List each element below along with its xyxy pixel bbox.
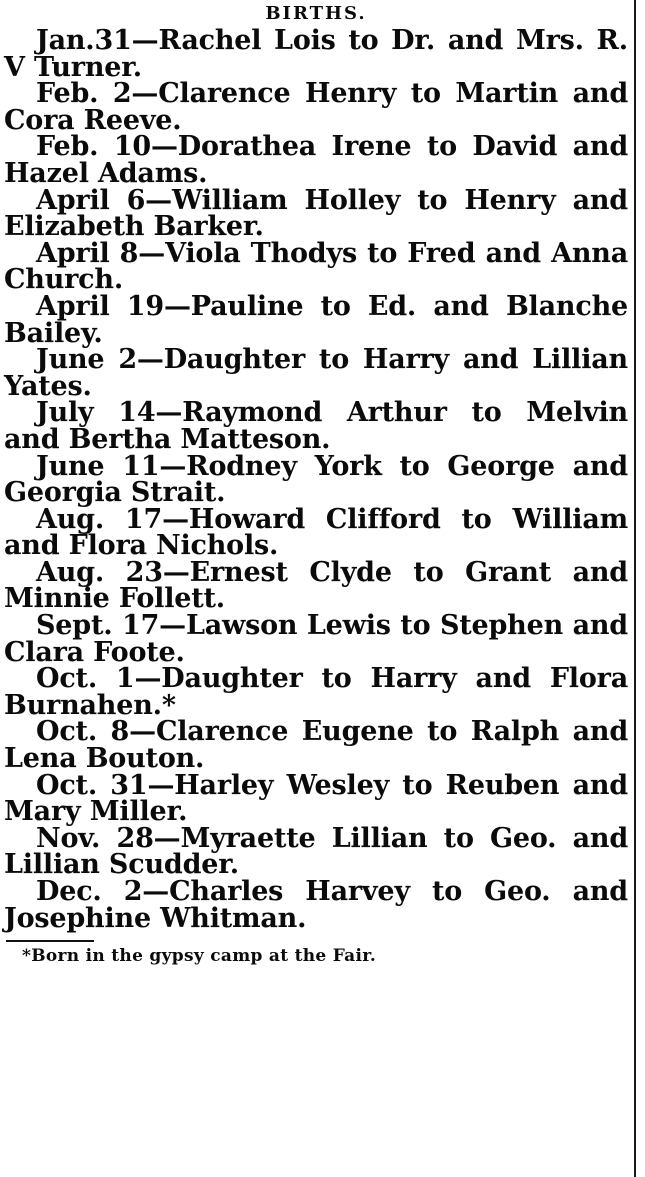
birth-entry: Aug. 17—Howard Clifford to William and Flora Nichols. — [4, 503, 628, 562]
birth-entry: Feb. 10—Dorathea Irene to David and Hazel Adams. — [4, 131, 628, 189]
birth-entry: Aug. 23—Ernest Clyde to Grant and Minnie Follett. — [4, 556, 628, 615]
section-heading: BIRTHS. — [265, 3, 367, 24]
birth-entry: June 2—Daughter to Harry and Lillian Yates. — [4, 344, 628, 402]
birth-entry: Dec. 2—Charles Harvey to Geo. and Josephine Whitman. — [4, 876, 628, 934]
birth-entry: Oct. 1—Daughter to Harry and Flora Burnahen.* — [4, 663, 628, 721]
footnote: *Born in the gypsy camp at the Fair. — [22, 946, 377, 967]
birth-entry: June 11—Rodney York to George and Georgia Strait. — [4, 450, 628, 509]
birth-entry: Jan.31—Rachel Lois to Dr. and Mrs. R. V Turner. — [4, 25, 628, 83]
footnote-divider — [6, 940, 94, 942]
birth-entry: April 8—Viola Thodys to Fred and Anna Church. — [4, 237, 628, 296]
birth-entry: Oct. 8—Clarence Eugene to Ralph and Lena Bouton. — [4, 716, 628, 775]
birth-entry: Nov. 28—Myraette Lillian to Geo. and Lillian Scudder. — [4, 822, 628, 881]
birth-entry: July 14—Raymond Arthur to Melvin and Bertha Matteson. — [4, 397, 628, 455]
birth-entry: Sept. 17—Lawson Lewis to Stephen and Clara Foote. — [4, 610, 628, 668]
birth-entry: Feb. 2—Clarence Henry to Martin and Cora Reeve. — [4, 78, 628, 136]
birth-entries-list — [4, 25, 628, 934]
birth-entry: April 19—Pauline to Ed. and Blanche Bailey. — [4, 290, 628, 349]
birth-entry: Oct. 31—Harley Wesley to Reuben and Mary Miller. — [4, 769, 628, 828]
birth-entry: April 6—William Holley to Henry and Elizabeth Barker. — [4, 184, 628, 243]
